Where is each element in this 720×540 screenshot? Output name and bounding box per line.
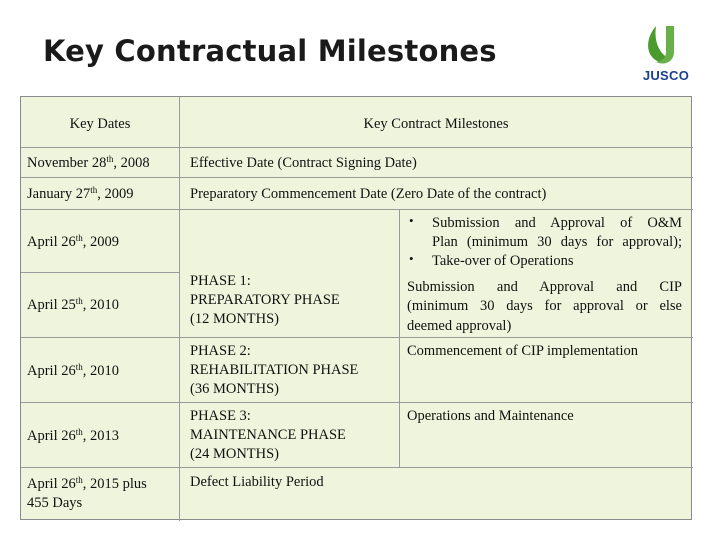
- milestone-detail-line: Operations and Maintenance: [407, 408, 574, 424]
- row-divider-3b: [21, 272, 179, 273]
- phase-label: PHASE 2:: [190, 343, 251, 359]
- milestone-detail-line: Submission and Approval of O&M: [432, 215, 682, 231]
- date-cell: November 28th, 2008: [27, 154, 150, 171]
- date-cell: April 25th, 2010: [27, 296, 119, 313]
- bullet-icon: •: [409, 251, 414, 266]
- phase-label: REHABILITATION PHASE: [190, 362, 359, 378]
- date-cell: April 26th, 2013: [27, 427, 119, 444]
- date-cell: April 26th, 2009: [27, 233, 119, 250]
- date-cell: January 27th, 2009: [27, 185, 134, 202]
- milestones-table: [20, 96, 692, 520]
- milestone-cell: Preparatory Commencement Date (Zero Date of the contract): [190, 186, 547, 202]
- col-divider-1: [179, 97, 180, 521]
- header-key-milestones: Key Contract Milestones: [363, 116, 509, 132]
- col-divider-2: [399, 209, 400, 467]
- milestone-detail-line: (minimum 30 days for approval or else: [407, 298, 682, 314]
- milestone-detail-line: Commencement of CIP implementation: [407, 343, 639, 359]
- row-divider-2: [21, 177, 693, 178]
- date-cell: April 26th, 2015 plus: [27, 475, 147, 492]
- row-divider-6: [21, 467, 693, 468]
- jusco-logo: [638, 22, 694, 94]
- row-divider-1: [21, 147, 693, 148]
- milestone-detail-line: Plan (minimum 30 days for approval);: [432, 234, 682, 250]
- header-key-dates: Key Dates: [69, 116, 131, 132]
- phase-duration: (12 MONTHS): [190, 311, 280, 327]
- row-divider-4: [21, 337, 693, 338]
- milestone-detail-line: Submission and Approval and CIP: [407, 279, 682, 295]
- phase-label: PHASE 1:: [190, 273, 251, 289]
- date-cell-line2: 455 Days: [27, 495, 83, 511]
- date-cell: April 26th, 2010: [27, 362, 119, 379]
- phase-label: PREPARATORY PHASE: [190, 292, 340, 308]
- bullet-icon: •: [409, 213, 414, 228]
- page-title: Key Contractual Milestones: [43, 34, 497, 68]
- phase-duration: (24 MONTHS): [190, 446, 280, 462]
- row-divider-3: [21, 209, 693, 210]
- milestone-detail-line: deemed approval): [407, 318, 512, 334]
- row-divider-5: [21, 402, 693, 403]
- logo-text: JUSCO: [642, 68, 690, 83]
- phase-label: PHASE 3:: [190, 408, 251, 424]
- milestone-cell: Effective Date (Contract Signing Date): [190, 155, 417, 171]
- phase-duration: (36 MONTHS): [190, 381, 280, 397]
- phase-label: MAINTENANCE PHASE: [190, 427, 346, 443]
- jusco-leaf-j-logo-icon: [638, 22, 694, 68]
- milestone-detail-line: Take-over of Operations: [432, 253, 574, 269]
- milestone-cell: Defect Liability Period: [190, 474, 324, 490]
